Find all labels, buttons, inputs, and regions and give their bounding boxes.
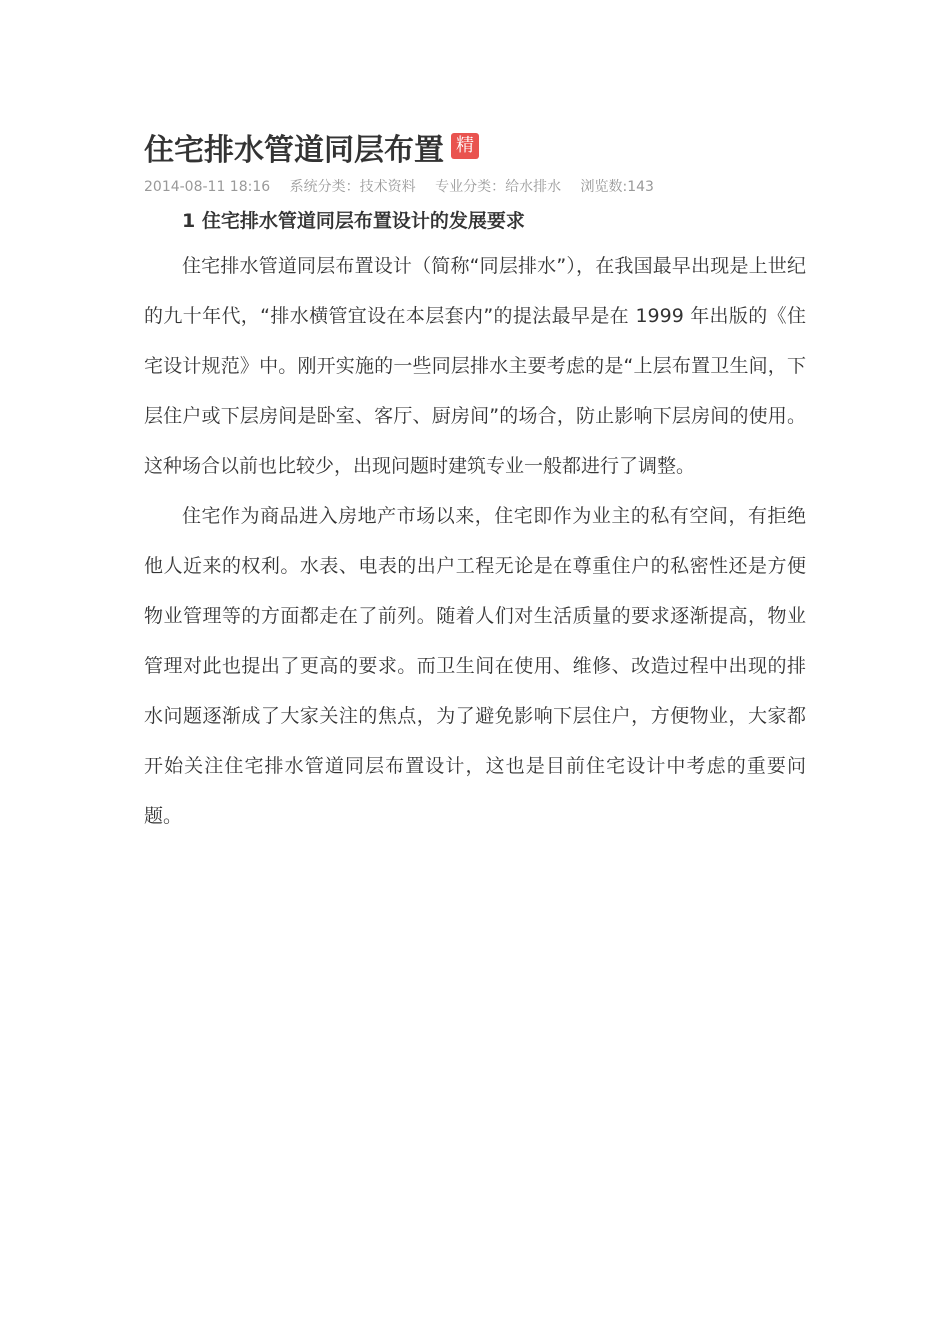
view-count: 浏览数:143 — [580, 179, 654, 195]
article — [144, 128, 806, 841]
specialty-category: 专业分类：给水排水 — [435, 179, 562, 195]
paragraph: 住宅作为商品进入房地产市场以来，住宅即作为业主的私有空间，有拒绝他人近来的权利。水表、电表的出户工程无论是在尊重住户的私密性还是方便物业管理等的方面都走在了前列。随着人们对生活质量的要求逐渐提高，物业管理对此也提出了更高的要求。而卫生间在使用、维修、改造过程中出现的排水问题逐渐成了大家关注的焦点，为了避免影响下层住户，方便物业，大家都开始关注住宅排水管道同层布置设计，这也是目前住宅设计中考虑的重要问题。 — [144, 505, 806, 827]
section-heading: 1 住宅排水管道同层布置设计的发展要求 — [182, 210, 525, 232]
title-row — [144, 128, 806, 174]
publish-datetime: 2014-08-11 18:16 — [144, 179, 271, 195]
system-category: 系统分类：技术资料 — [289, 179, 416, 195]
paragraph: 住宅排水管道同层布置设计（简称“同层排水”），在我国最早出现是上世纪的九十年代，“排水横管宜设在本层套内”的提法最早是在 1999 年出版的《住宅设计规范》中。刚开实施的一些同层排水主要考虑的是“上层布置卫生间，下层住户或下层房间是卧室、客厅、厨房间”的场合，防止影响下层房间的使用。这种场合以前也比较少，出现问题时建筑专业一般都进行了调整。 — [144, 255, 806, 477]
article-title: 住宅排水管道同层布置 — [144, 133, 444, 168]
featured-badge: 精 — [451, 133, 479, 159]
article-meta — [144, 177, 806, 197]
